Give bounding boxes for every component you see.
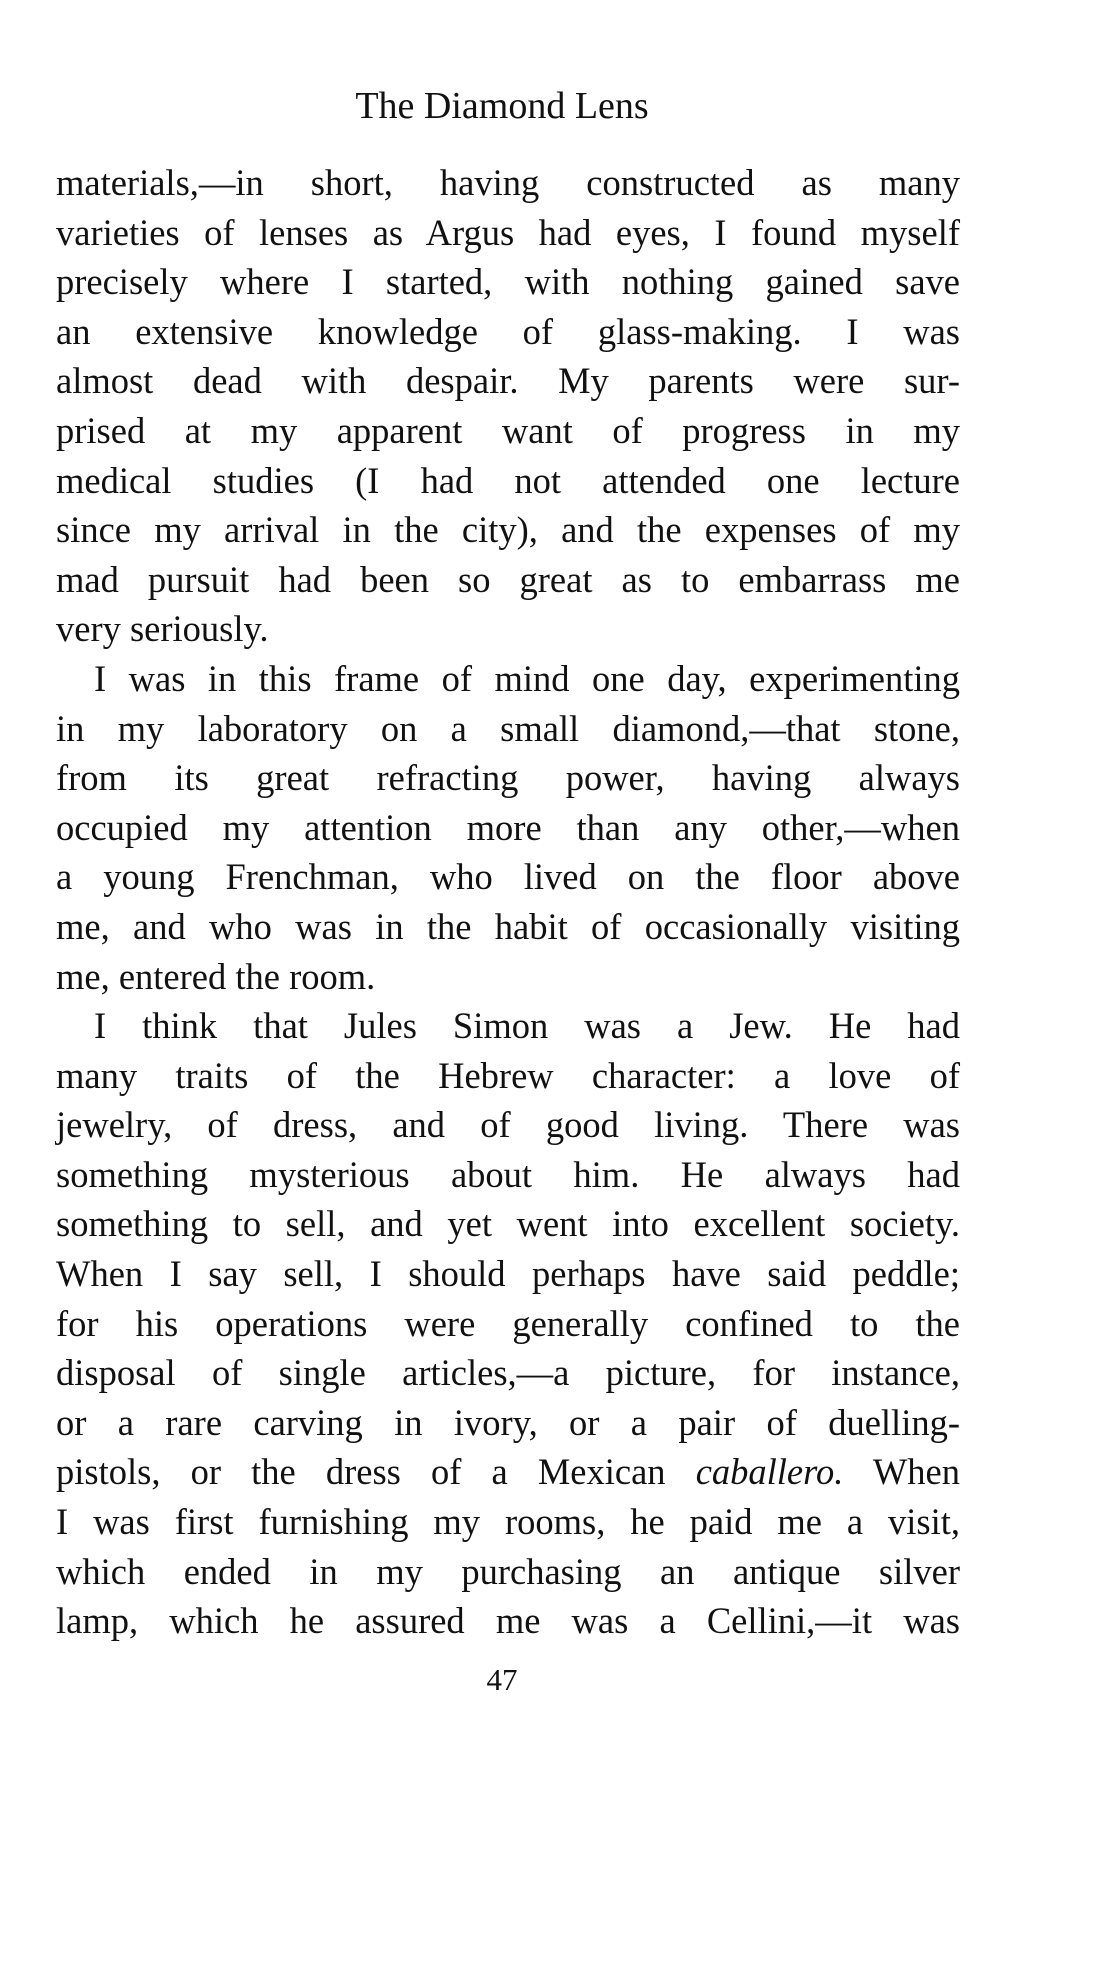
text-line: in my laboratory on a small diamond,—that stone, bbox=[56, 707, 960, 749]
text-line: varieties of lenses as Argus had eyes, I found myself bbox=[56, 211, 960, 253]
text-line: I think that Jules Simon was a Jew. He had bbox=[94, 1005, 960, 1047]
text-line: me, and who was in the habit of occasionally visiting bbox=[56, 905, 960, 947]
paragraph-2 bbox=[56, 654, 960, 1001]
body-text bbox=[56, 158, 960, 1646]
text-line: I was in this frame of mind one day, experimenting bbox=[94, 657, 960, 699]
text-run: pistols, or the dress of a Mexican bbox=[56, 1451, 696, 1493]
text-line: prised at my apparent want of progress in my bbox=[56, 409, 960, 451]
text-line: something mysterious about him. He always had bbox=[56, 1153, 960, 1195]
text-line: an extensive knowledge of glass-making. I was bbox=[56, 310, 960, 352]
text-line: which ended in my purchasing an antique silver bbox=[56, 1550, 960, 1592]
text-line: from its great refracting power, having always bbox=[56, 757, 960, 799]
paragraph-1 bbox=[56, 158, 960, 654]
text-line: mad pursuit had been so great as to embarrass me bbox=[56, 558, 960, 600]
text-line: precisely where I started, with nothing gained save bbox=[56, 261, 960, 303]
text-line: almost dead with despair. My parents were sur- bbox=[56, 360, 960, 402]
text-line: for his operations were generally confined to the bbox=[56, 1302, 960, 1344]
text-line: occupied my attention more than any other,—when bbox=[56, 806, 960, 848]
text-line: lamp, which he assured me was a Cellini,—it was bbox=[56, 1600, 960, 1642]
text-line: something to sell, and yet went into excellent society. bbox=[56, 1203, 960, 1245]
text-line-with-italic bbox=[56, 1447, 960, 1497]
text-line: since my arrival in the city), and the expenses of my bbox=[56, 509, 960, 551]
text-line: very seriously. bbox=[56, 608, 269, 650]
text-line: When I say sell, I should perhaps have said peddle; bbox=[56, 1253, 960, 1295]
italic-word: caballero. bbox=[695, 1451, 844, 1493]
text-line: jewelry, of dress, and of good living. There was bbox=[56, 1104, 960, 1146]
text-line: I was first furnishing my rooms, he paid me a visit, bbox=[56, 1501, 960, 1543]
text-run: When bbox=[843, 1451, 960, 1493]
paragraph-3 bbox=[56, 1001, 960, 1646]
text-line: many traits of the Hebrew character: a love of bbox=[56, 1054, 960, 1096]
page-number: 47 bbox=[486, 1662, 518, 1697]
text-line: or a rare carving in ivory, or a pair of duelling- bbox=[56, 1401, 960, 1443]
text-line: disposal of single articles,—a picture, for instance, bbox=[56, 1352, 960, 1394]
text-line: medical studies (I had not attended one lecture bbox=[56, 459, 960, 501]
text-line: materials,—in short, having constructed as many bbox=[56, 162, 960, 203]
text-line: me, entered the room. bbox=[56, 955, 376, 997]
running-title: The Diamond Lens bbox=[355, 85, 649, 127]
text-line: a young Frenchman, who lived on the floor above bbox=[56, 856, 960, 898]
